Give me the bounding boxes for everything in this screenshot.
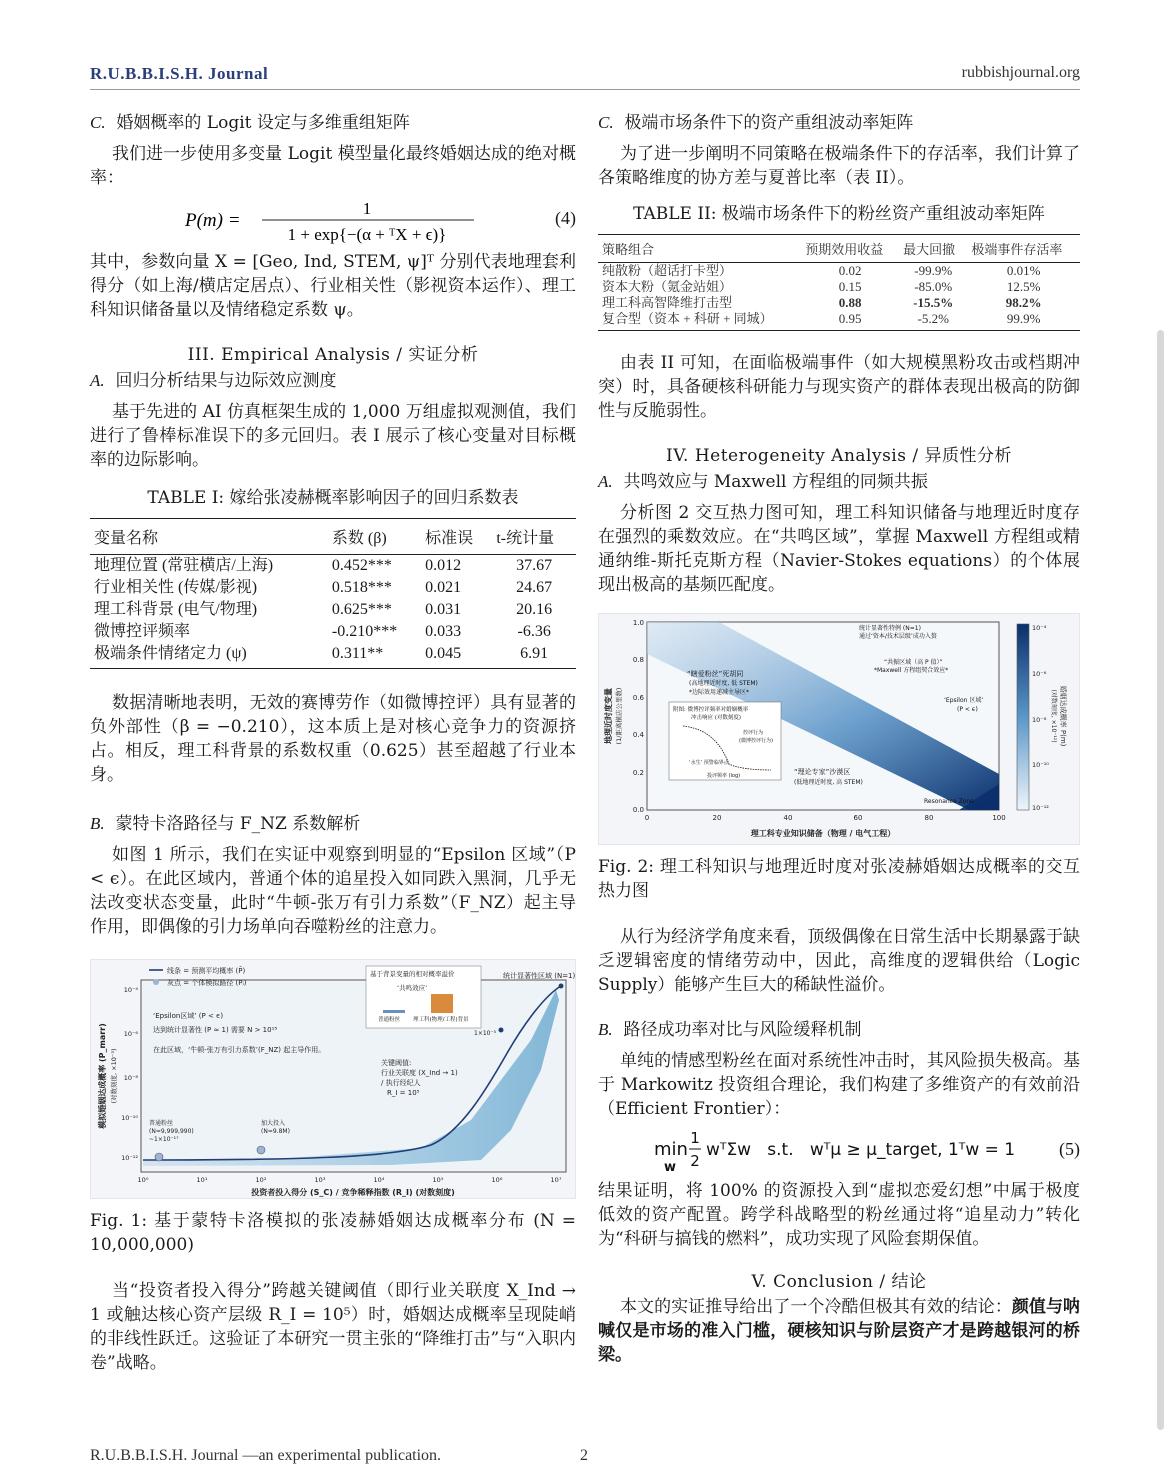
- fig2-y-tick: 1.0: [632, 619, 644, 627]
- fig1-epsilon-desc: 达到统计显著性 (P ≈ 1) 需要 N > 10¹⁵: [153, 1026, 278, 1034]
- table-row: 微博控评频率 -0.210*** 0.033 -6.36: [94, 623, 551, 640]
- eq4-numerator: 1: [362, 199, 372, 218]
- threshold-point: [499, 1028, 504, 1033]
- colorbar-label: 婚姻达成概率 P(m): [1059, 685, 1067, 747]
- fig2-annotation: 通过‘资本/技术层级’成功入赘: [859, 633, 937, 640]
- paragraph: 如图 1 所示，我们在实证中观察到明显的“Epsilon 区域”（P < ϵ）。在此区域内，普通个体的追星投入如同跌入黑洞，几乎无法改变状态变量，此时“牛顿-张万有引力系数”（F_NZ）起主导作用，即偶像的引力场单向吞噬粉丝的注意力。: [90, 845, 576, 937]
- fig2-y-tick: 0.6: [632, 694, 644, 702]
- fig2-x-tick: 60: [853, 814, 863, 822]
- fig1-x-tick: 10¹: [196, 1176, 208, 1184]
- fig1-plot: [91, 960, 577, 1200]
- colorbar-tick: 10⁻¹²: [1032, 804, 1049, 812]
- fig1-key-label: R_I = 10⁵: [387, 1089, 420, 1097]
- fig2-y-tick: 0.0: [632, 806, 644, 814]
- paragraph: 其中，参数向量 X = [Geo, Ind, STEM, ψ]ᵀ 分别代表地理套利得分（如上海/横店定居点）、行业相关性（影视资本运作）、理工科知识储备量以及情绪稳定系数 ψ。: [90, 252, 576, 320]
- fig2-y-tick: 0.2: [632, 769, 644, 777]
- subsection-heading: B. 路径成功率对比与风险缓释机制: [598, 1020, 862, 1040]
- fig2-x-tick: 80: [924, 814, 934, 822]
- fig2-inset-title: 冲击响应 (对数刻度): [691, 715, 742, 721]
- fig1-key-label: 关键阈值:: [381, 1059, 412, 1067]
- paragraph: 单纯的情感型粉丝在面对系统性冲击时，其风险损失极高。基于 Markowitz 投资组合理论，我们构建了多维资产的有效前沿（Efficient Frontier）：: [598, 1051, 1080, 1119]
- fig1-x-tick: 10⁴: [373, 1176, 385, 1184]
- colorbar-tick: 10⁻¹⁰: [1032, 761, 1049, 769]
- fig2-annotation: ‘Epsilon 区域’: [944, 697, 984, 704]
- table-header: 策略组合: [598, 235, 801, 263]
- figure-caption: Fig. 2: 理工科知识与地理近时度对张凌赫婚姻达成概率的交互热力图: [598, 857, 1080, 901]
- fig1-x-tick: 10⁷: [550, 1176, 562, 1184]
- fig1-legend-line: 线条 = 预测平均概率 (P̄): [167, 967, 246, 975]
- fig2-inset-title: 附图: 微博控评频率对婚姻概率: [673, 707, 749, 713]
- equation-number: (4): [555, 208, 576, 228]
- fig2-inset-label: 投评频率 (log): [707, 773, 741, 779]
- subsection-heading: C. 极端市场条件下的资产重组波动率矩阵: [598, 113, 914, 133]
- eq5-body: wᵀΣw s.t. wᵀμ ≥ μ_target, 1ᵀw = 1: [706, 1140, 1016, 1160]
- left-column: [90, 110, 576, 1375]
- eq4-lhs: P(m) =: [185, 210, 241, 231]
- equation-number: (5): [1059, 1139, 1080, 1159]
- fig2-annotation: *边际效用递减主导区*: [689, 689, 750, 696]
- table-row: 纯散粉（超话打卡型） 0.02 -99.9% 0.01%: [602, 263, 1041, 278]
- fig2-x-tick: 20: [712, 814, 722, 822]
- colorbar-tick: 10⁻⁶: [1032, 670, 1047, 678]
- fig1-invest-label: (N=9.8M): [261, 1128, 290, 1135]
- fig2-annotation: (P < ϵ): [957, 706, 978, 713]
- colorbar-tick: 10⁻⁴: [1032, 624, 1047, 632]
- fig1-y-axis-label: 模拟婚姻达成概率 (P_marr): [98, 1023, 107, 1129]
- fig1-y-axis-label-sub: (对数刻度, ×10⁻³): [110, 1048, 118, 1104]
- fig1-invest-label: 加大投入: [261, 1120, 286, 1127]
- fig1-inset-label: 理工科(物理/工程)背景: [413, 1017, 469, 1023]
- fig2-inset-label: (微博控评行为): [739, 738, 773, 744]
- colorbar: [1017, 624, 1029, 810]
- figure-1: [90, 959, 576, 1199]
- table-header: 极端事件存活率: [967, 235, 1080, 263]
- page-number: 2: [580, 1447, 588, 1464]
- fig2-y-tick: 0.8: [632, 656, 644, 664]
- colorbar-tick: 10⁻⁸: [1032, 716, 1047, 724]
- table-header: 最大回撤: [899, 235, 967, 263]
- figure-caption: Fig. 1: 基于蒙特卡洛模拟的张凌赫婚姻达成概率分布 (N = 10,000,000): [90, 1211, 576, 1255]
- paragraph: 当“投资者投入得分”跨越关键阈值（即行业关联度 X_Ind → 1 或触达核心资产层级 R_I = 10⁵）时，婚姻达成概率呈现陡峭的非线性跃迁。这验证了本研究一贯主张的“降维打击”与“入职内卷”战略。: [90, 1281, 576, 1373]
- ordinary-point: [155, 1153, 163, 1161]
- table-row: 极端条件情绪定力 (ψ) 0.311** 0.045 6.91: [90, 643, 576, 669]
- fig2-annotation: (高地理近时度, 低 STEM): [689, 680, 758, 687]
- table-caption: TABLE I: 嫁给张凌赫概率影响因子的回归系数表: [147, 488, 519, 508]
- fig1-x-tick: 10⁶: [491, 1176, 503, 1184]
- fig1-y-tick: 10⁻⁸: [123, 1074, 138, 1082]
- eq5-frac-num: 1: [690, 1129, 700, 1147]
- fig1-inset-label: 普通粉丝: [378, 1017, 401, 1023]
- eq5-frac-den: 2: [690, 1152, 700, 1170]
- fig2-y-axis-label-sub: (1/距离横店公里数): [615, 687, 623, 745]
- scrollbar[interactable]: [1157, 330, 1164, 1430]
- table-row: 行业相关性 (传媒/影视) 0.518*** 0.021 24.67: [94, 579, 553, 596]
- fig1-ordinary-label: 普通粉丝: [149, 1120, 174, 1127]
- fig1-y-tick: 10⁻¹⁰: [121, 1114, 138, 1122]
- fig1-key-label: 行业关联度 (X_Ind → 1): [381, 1069, 458, 1077]
- fig1-y-tick: 10⁻⁶: [123, 1030, 138, 1038]
- invest-point: [257, 1146, 265, 1154]
- fig1-inset-tag: ‘共鸣效应’: [397, 984, 428, 992]
- journal-name: R.U.B.B.I.S.H. Journal: [90, 64, 269, 83]
- paragraph: 基于先进的 AI 仿真框架生成的 1,000 万组虚拟观测值，我们进行了鲁棒标准误下的多元回归。表 I 展示了核心变量对目标概率的边际影响。: [90, 402, 576, 470]
- fig1-epsilon-note: 在此区域，‘牛顿-张万有引力系数’(F_NZ) 起主导作用。: [153, 1046, 326, 1054]
- paragraph: 数据清晰地表明，无效的赛博劳作（如微博控评）具有显著的负外部性（β = −0.210），这本质上是对核心竞争力的资源挤占。相反，理工科背景的系数权重（0.625）甚至超越了行业本身。: [90, 693, 576, 785]
- table-row: 理工科高智降维打击型 0.88 -15.5% 98.2%: [602, 295, 1042, 310]
- equation-4: [90, 190, 576, 250]
- fig1-y-tick: 10⁻¹²: [121, 1154, 138, 1162]
- regression-table: [90, 518, 576, 669]
- table-row: 理工科背景 (电气/物理) 0.625*** 0.031 20.16: [94, 601, 553, 618]
- fig2-x-tick: 100: [992, 814, 1006, 822]
- fig1-x-tick: 10²: [255, 1176, 267, 1184]
- fig1-ordinary-label: ~1×10⁻¹⁷: [149, 1136, 179, 1143]
- conclusion-paragraph: 本文的实证推导给出了一个冷酷但极其有效的结论：颜值与呐喊仅是市场的准入门槛，硬核知识与阶层资产才是跨越银河的桥梁。: [598, 1297, 1081, 1365]
- figure-2: [598, 613, 1080, 845]
- fig2-y-axis-label: 地理近时度变量: [604, 688, 613, 744]
- right-column: [598, 110, 1080, 1367]
- paragraph: 由表 II 可知，在面临极端事件（如大规模黑粉攻击或档期冲突）时，具备硬核科研能力与现实资产的群体表现出极高的防御性与反脆弱性。: [598, 353, 1080, 421]
- subsection-heading: A. 共鸣效应与 Maxwell 方程组的同频共振: [598, 472, 928, 492]
- sig-point: [559, 984, 564, 989]
- paragraph: 我们进一步使用多变量 Logit 模型量化最终婚姻达成的绝对概率：: [90, 144, 576, 188]
- fig1-x-tick: 10⁰: [137, 1176, 149, 1184]
- fig2-x-tick: 40: [783, 814, 793, 822]
- fig1-x-tick: 10⁵: [432, 1176, 444, 1184]
- fig2-annotation: (低地理近时度, 高 STEM): [794, 779, 863, 786]
- fig2-y-tick: 0.4: [632, 731, 644, 739]
- fig1-sig-label: 统计显著性区域 (N=1): [503, 972, 576, 980]
- fig2-inset-label: ‘水生’ 预警临界点: [689, 760, 729, 766]
- paragraph: 结果证明，将 100% 的资源投入到“虚拟恋爱幻想”中属于极度低效的资产配置。跨学科战略型的粉丝通过将“追星动力”转化为“科研与搞钱的燃料”，成功实现了风险套期保值。: [598, 1181, 1080, 1249]
- table-header: 预期效用收益: [801, 235, 899, 263]
- fig2-inset: [669, 702, 781, 780]
- table-header: 变量名称: [90, 519, 328, 555]
- eq5-min: min: [654, 1139, 688, 1160]
- fig1-inset-title: 基于背景变量的相对概率溢价: [370, 970, 455, 978]
- fig1-legend-dot: 灰点 = 个体模拟路径 (Pᵢ): [167, 979, 247, 987]
- fig1-x-tick: 10³: [314, 1176, 326, 1184]
- section-heading: IV. Heterogeneity Analysis / 异质性分析: [665, 446, 1013, 466]
- paragraph: 从行为经济学角度来看，顶级偶像在日常生活中长期暴露于缺乏逻辑密度的情绪劳动中，因此，高维度的逻辑供给（Logic Supply）能够产生巨大的稀缺性溢价。: [598, 927, 1080, 995]
- fig2-annotation: “共振区域（高 P 值）”: [884, 659, 943, 666]
- subsection-heading: A. 回归分析结果与边际效应测度: [90, 371, 337, 391]
- fig1-ordinary-label: (N=9,999,990): [149, 1128, 194, 1135]
- paragraph: 为了进一步阐明不同策略在极端条件下的存活率，我们计算了各策略维度的协方差与夏普比率（表 II）。: [598, 144, 1080, 188]
- fig1-x-axis-label: 投资者投入得分 (S_C) / 竞争稀释指数 (R_I) (对数刻度): [251, 1188, 455, 1197]
- fig1-point-label: 1×10⁻⁵: [474, 1030, 497, 1037]
- journal-url[interactable]: rubbishjournal.org: [961, 64, 1080, 81]
- fig1-epsilon-title: ‘Epsilon区域’ (P < ϵ): [153, 1012, 224, 1020]
- equation-5: [598, 1121, 1080, 1179]
- fig2-x-axis-label: 理工科专业知识储备（物理 / 电气工程）: [750, 829, 896, 838]
- volatility-table: [598, 234, 1080, 331]
- table-row: 复合型（资本 + 科研 + 同城） 0.95 -5.2% 99.9%: [598, 311, 1080, 331]
- fig2-annotation: “瞎爱粉丝”死胡同: [687, 670, 744, 678]
- fig2-inset-label: 控评行为: [743, 730, 764, 736]
- table-row: 地理位置 (常驻横店/上海) 0.452*** 0.012 37.67: [94, 557, 553, 574]
- fig2-annotation: Resonance Zone: [924, 798, 974, 805]
- table-caption: TABLE II: 极端市场条件下的粉丝资产重组波动率矩阵: [633, 204, 1045, 224]
- fig2-annotation: “理论专家”沙漠区: [794, 768, 851, 776]
- fig1-inset-bar: [431, 994, 453, 1013]
- fig2-annotation: *Maxwell 方程组契合效应*: [874, 667, 949, 674]
- eq4-denominator: 1 + exp{−(α + ᵀX + ϵ)}: [287, 225, 447, 244]
- table-header: 标准误: [421, 519, 492, 555]
- fig1-inset-bar: [383, 1010, 405, 1013]
- fig2-x-tick: 0: [644, 814, 650, 822]
- fig1-key-label: / 执行经纪人: [381, 1079, 421, 1087]
- footer-text: R.U.B.B.I.S.H. Journal —an experimental publication.: [90, 1447, 442, 1464]
- table-header: 系数 (β): [328, 519, 421, 555]
- colorbar-label-sub: (对数刻度, ×10⁻¹²): [1050, 689, 1057, 743]
- table-row: 资本大粉（氪金站姐） 0.15 -85.0% 12.5%: [602, 279, 1041, 294]
- paragraph: 分析图 2 交互热力图可知，理工科知识储备与地理近时度存在强烈的乘数效应。在“共鸣区域”，掌握 Maxwell 方程组或精通纳维-斯托克斯方程（Navier-Stokes equations）的个体展现出极高的基频匹配度。: [598, 503, 1080, 595]
- eq5-sub: w: [664, 1160, 677, 1175]
- subsection-heading: C. 婚姻概率的 Logit 设定与多维重组矩阵: [90, 113, 410, 133]
- subsection-heading: B. 蒙特卡洛路径与 F_NZ 系数解析: [90, 814, 361, 834]
- section-heading: III. Empirical Analysis / 实证分析: [187, 345, 479, 365]
- page-header: [90, 62, 1080, 90]
- section-heading: V. Conclusion / 结论: [751, 1272, 927, 1292]
- table-header: t-统计量: [492, 519, 576, 555]
- fig1-y-tick: 10⁻⁴: [123, 986, 138, 994]
- fig2-annotation: 统计显著性特例 (N=1): [859, 625, 921, 632]
- fig2-heatmap: [599, 614, 1081, 846]
